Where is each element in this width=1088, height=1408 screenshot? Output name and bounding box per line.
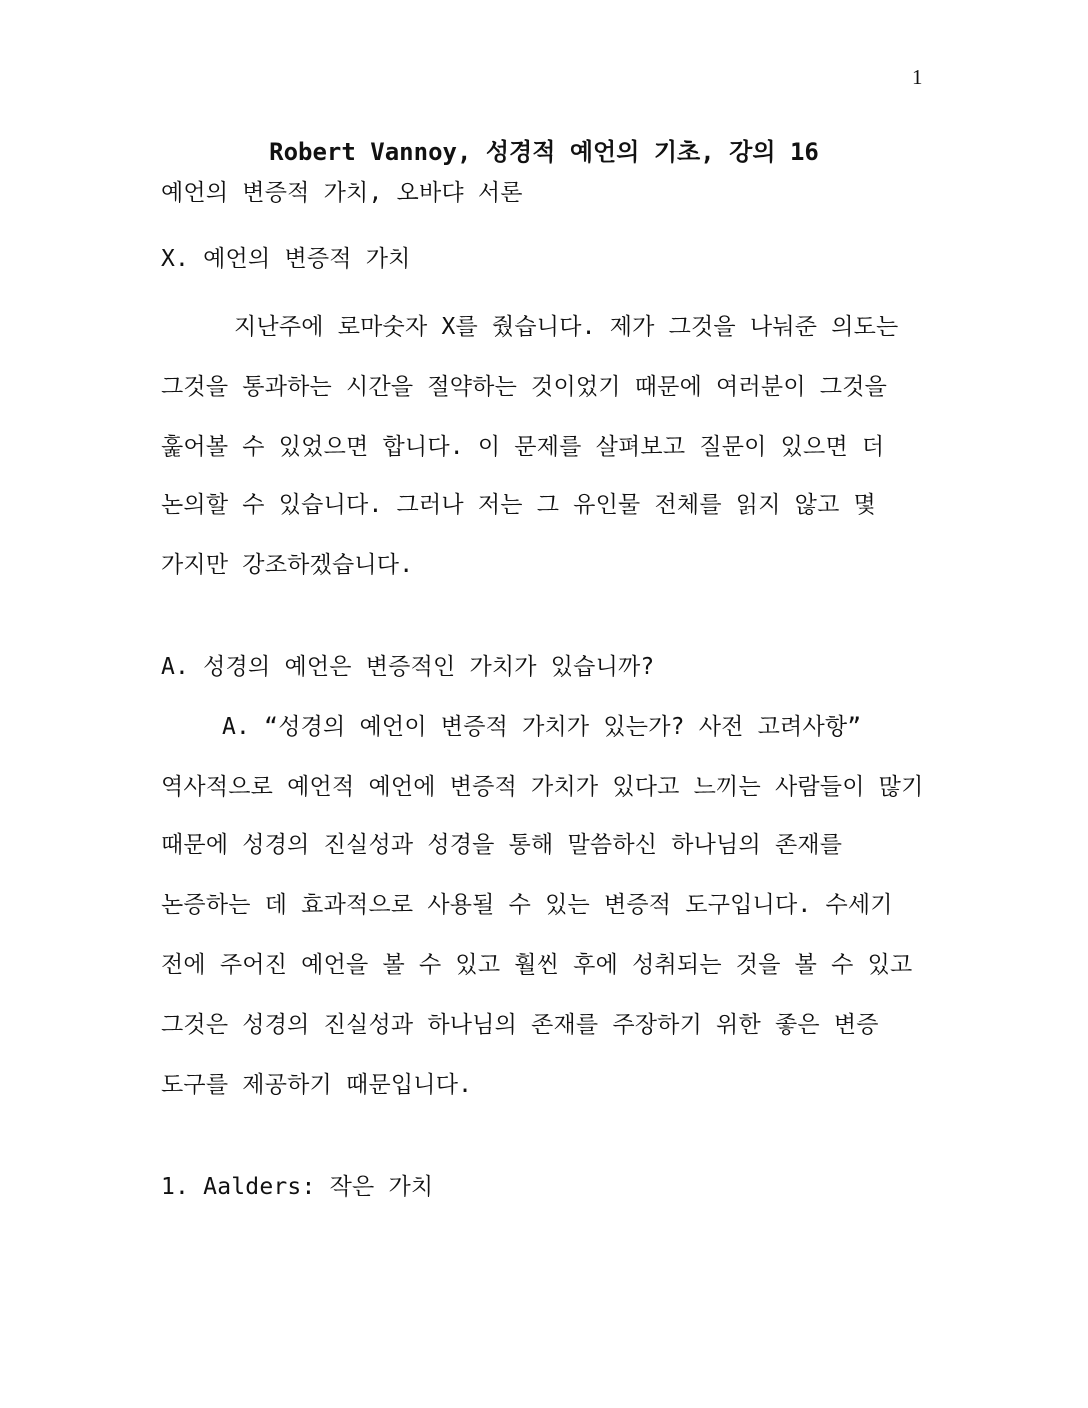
section-x-heading: X. 예언의 변증적 가치: [161, 246, 411, 272]
paragraph-line: 논의할 수 있습니다. 그러나 저는 그 유인물 전체를 읽지 않고 몇: [161, 492, 876, 518]
paragraph-line: A. “성경의 예언이 변증적 가치가 있는가? 사전 고려사항”: [222, 714, 862, 740]
page-number: 1: [912, 65, 923, 89]
paragraph-line: 지난주에 로마숫자 X를 줬습니다. 제가 그것을 나눠준 의도는: [234, 314, 899, 340]
paragraph-line: 훑어볼 수 있었으면 합니다. 이 문제를 살펴보고 질문이 있으면 더: [161, 434, 885, 460]
paragraph-line: 논증하는 데 효과적으로 사용될 수 있는 변증적 도구입니다. 수세기: [161, 892, 893, 918]
paragraph-line: 전에 주어진 예언을 볼 수 있고 훨씬 후에 성취되는 것을 볼 수 있고: [161, 952, 913, 978]
section-1-heading: 1. Aalders: 작은 가치: [161, 1174, 434, 1200]
paragraph-line: 도구를 제공하기 때문입니다.: [161, 1072, 473, 1098]
document-subtitle: 예언의 변증적 가치, 오바댜 서론: [161, 180, 523, 206]
paragraph-line: 그것을 통과하는 시간을 절약하는 것이었기 때문에 여러분이 그것을: [161, 374, 888, 400]
paragraph-line: 그것은 성경의 진실성과 하나님의 존재를 주장하기 위한 좋은 변증: [161, 1012, 879, 1038]
paragraph-line: 때문에 성경의 진실성과 성경을 통해 말씀하신 하나님의 존재를: [161, 832, 843, 858]
paragraph-line: 가지만 강조하겠습니다.: [161, 552, 414, 578]
paragraph-line: 역사적으로 예언적 예언에 변증적 가치가 있다고 느끼는 사람들이 많기: [161, 774, 924, 800]
document-title: Robert Vannoy, 성경적 예언의 기초, 강의 16: [269, 138, 819, 166]
section-a-heading: A. 성경의 예언은 변증적인 가치가 있습니까?: [161, 654, 655, 680]
